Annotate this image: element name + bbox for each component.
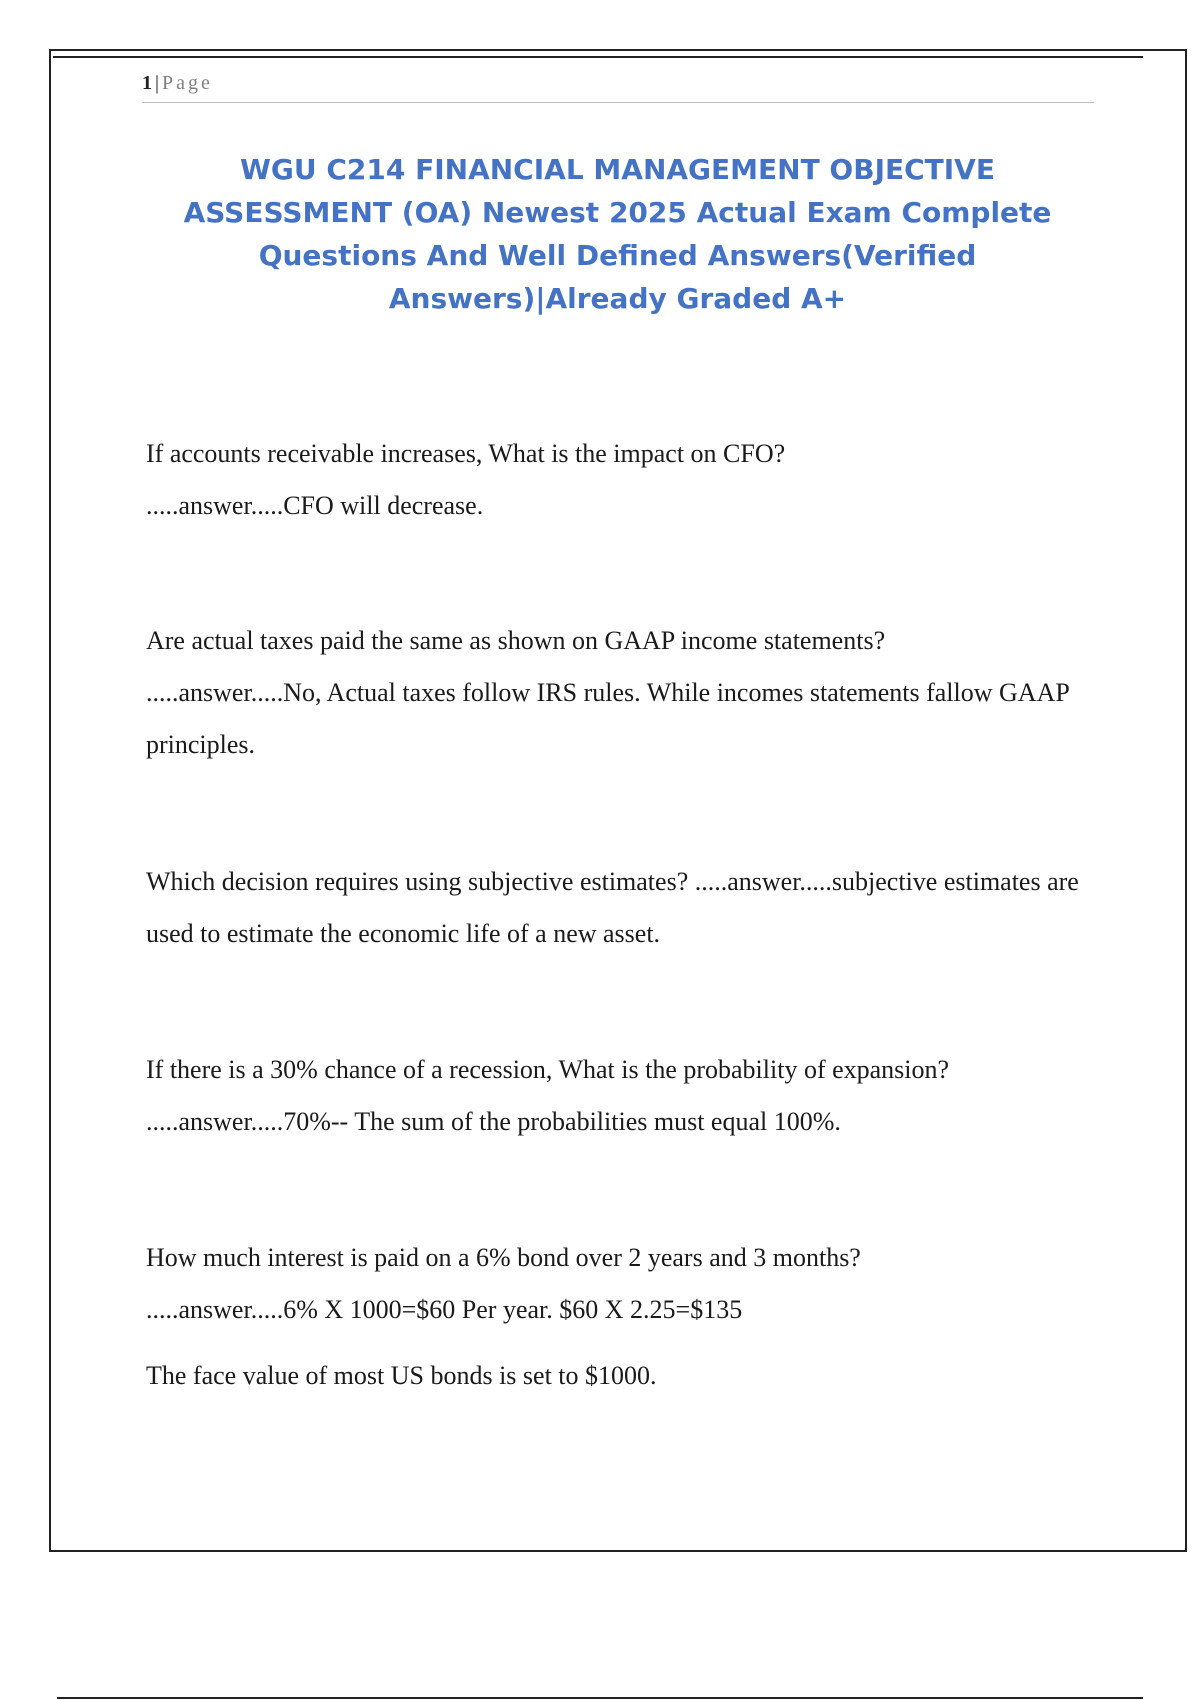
answer-text: .....answer.....6% X 1000=$60 Per year. $60 X 2.25=$135 xyxy=(146,1295,743,1324)
question-text: How much interest is paid on a 6% bond over 2 years and 3 months? xyxy=(146,1243,861,1272)
bottom-border-line xyxy=(57,1697,1143,1699)
qa-item-5 xyxy=(146,1232,1106,1402)
answer-text: .....answer.....70%-- The sum of the probabilities must equal 100%. xyxy=(146,1107,841,1136)
qa-item-3 xyxy=(146,856,1106,960)
page-number: 1 xyxy=(142,72,152,94)
document-title xyxy=(150,148,1085,320)
question-text: If accounts receivable increases, What is the impact on CFO? xyxy=(146,439,786,468)
question-text: Are actual taxes paid the same as shown on GAAP income statements? xyxy=(146,626,886,655)
qa-item-2 xyxy=(146,615,1106,771)
answer-text: .....answer.....CFO will decrease. xyxy=(146,491,484,520)
question-text: Which decision requires using subjective estimates? .....answer.....subjective estimates are used to estimate the economic life of a new asset. xyxy=(146,867,1079,948)
title-line-3: Questions And Well Defined Answers(Verified xyxy=(258,239,977,272)
title-line-2: ASSESSMENT (OA) Newest 2025 Actual Exam Complete xyxy=(183,196,1052,229)
question-text: If there is a 30% chance of a recession, What is the probability of expansion? xyxy=(146,1055,950,1084)
qa-item-1 xyxy=(146,428,1106,532)
answer-note: The face value of most US bonds is set to $1000. xyxy=(146,1361,657,1390)
answer-text: .....answer.....No, Actual taxes follow IRS rules. While incomes statements fallow GAAP principles. xyxy=(146,678,1069,759)
title-line-4: Answers)|Already Graded A+ xyxy=(388,282,847,315)
page-separator: | xyxy=(155,72,160,94)
page-label: Page xyxy=(162,72,213,94)
qa-item-4 xyxy=(146,1044,1106,1148)
page-header xyxy=(142,72,1094,103)
title-line-1: WGU C214 FINANCIAL MANAGEMENT OBJECTIVE xyxy=(240,153,995,186)
